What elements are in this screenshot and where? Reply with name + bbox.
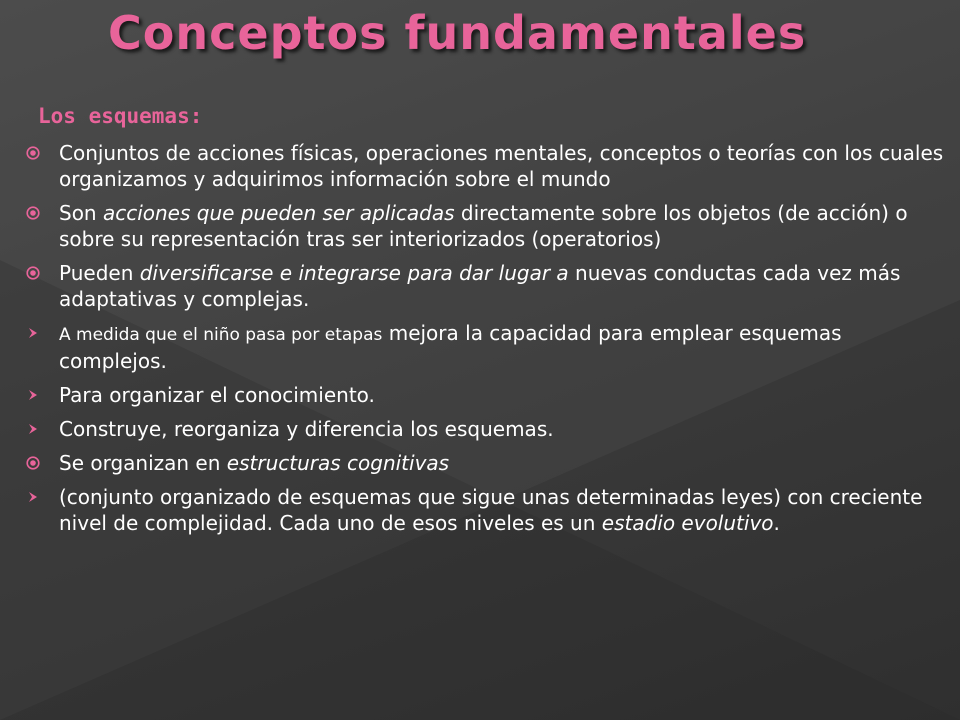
slide-subtitle: Los esquemas: [38,104,203,128]
bullet-list [24,140,944,544]
list-item: (conjunto organizado de esquemas que sigue unas determinadas leyes) con creciente nivel de complejidad. Cada uno de esos niveles es un estadio evolutivo. [24,484,944,536]
list-item: Son acciones que pueden ser aplicadas directamente sobre los objetos (de acción) o sobre su representación tras ser interiorizados (operatorios) [24,200,944,252]
target-bullet-icon [24,204,42,222]
target-bullet-icon [24,454,42,472]
list-item: Pueden diversificarse e integrarse para dar lugar a nuevas conductas cada vez más adaptativas y complejas. [24,260,944,312]
target-bullet-icon [24,264,42,282]
list-item: Conjuntos de acciones físicas, operaciones mentales, conceptos o teorías con los cuales organizamos y adquirimos información sobre el mundo [24,140,944,192]
arrow-bullet-icon [24,420,42,438]
arrow-bullet-icon [24,386,42,404]
slide-title: Conceptos fundamentales [108,6,807,60]
list-item: Construye, reorganiza y diferencia los esquemas. [24,416,944,442]
list-item: A medida que el niño pasa por etapas mejora la capacidad para emplear esquemas complejos. [24,320,944,374]
target-bullet-icon [24,144,42,162]
list-item: Para organizar el conocimiento. [24,382,944,408]
list-item: Se organizan en estructuras cognitivas [24,450,944,476]
arrow-bullet-icon [24,488,42,506]
arrow-bullet-icon [24,324,42,342]
